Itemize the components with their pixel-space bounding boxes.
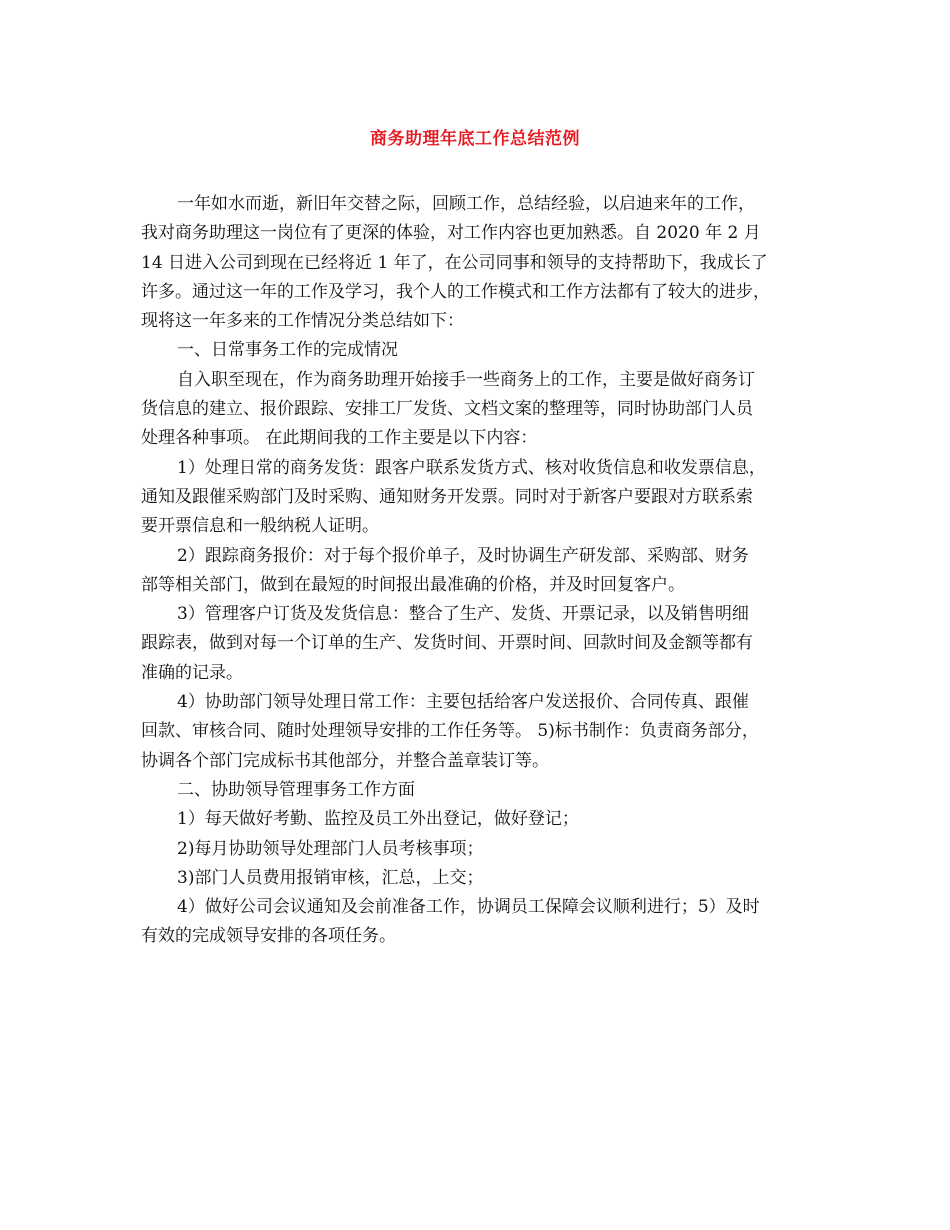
- document-body: [141, 190, 821, 952]
- text-line: 通知及跟催采购部门及时采购、通知财务开发票。同时对于新客户要跟对方联系索: [141, 486, 753, 507]
- text-line: 14 日进入公司到现在已经将近 1 年了，在公司同事和领导的支持帮助下，我成长了: [141, 252, 768, 273]
- text-line: 处理各种事项。 在此期间我的工作主要是以下内容：: [141, 428, 538, 449]
- text-line: 2）跟踪商务报价：对于每个报价单子，及时协调生产研发部、采购部、财务: [177, 545, 749, 566]
- text-line: 3）管理客户订货及发货信息：整合了生产、发货、开票记录，以及销售明细: [177, 604, 749, 625]
- text-line: 一年如水而逝，新旧年交替之际，回顾工作，总结经验，以启迪来年的工作，: [177, 194, 755, 214]
- text-line: 要开票信息和一般纳税人证明。: [141, 516, 379, 537]
- text-line: 有效的完成领导安排的各项任务。: [141, 926, 396, 947]
- text-line: 跟踪表，做到对每一个订单的生产、发货时间、开票时间、回款时间及金额等都有: [141, 633, 753, 654]
- text-line: 回款、审核合同、随时处理领导安排的工作任务等。 5)标书制作：负责商务部分，: [141, 721, 759, 742]
- text-line: 准确的记录。: [141, 662, 243, 683]
- text-line: 协调各个部门完成标书其他部分，并整合盖章装订等。: [141, 750, 549, 771]
- text-line: 自入职至现在，作为商务助理开始接手一些商务上的工作，主要是做好商务订: [177, 369, 755, 390]
- text-line: 一、日常事务工作的完成情况: [177, 340, 398, 361]
- text-line: 部等相关部门，做到在最短的时间报出最准确的价格，并及时回复客户。: [141, 574, 685, 595]
- text-line: 2)每月协助领导处理部门人员考核事项；: [177, 838, 484, 859]
- text-line: 许多。通过这一年的工作及学习，我个人的工作模式和工作方法都有了较大的进步，: [141, 281, 770, 302]
- text-line: 3)部门人员费用报销审核，汇总，上交；: [177, 867, 484, 888]
- document-title: 商务助理年底工作总结范例: [370, 129, 580, 149]
- text-line: 4）协助部门领导处理日常工作：主要包括给客户发送报价、合同传真、跟催: [177, 692, 749, 713]
- text-line: 4）做好公司会议通知及会前准备工作，协调员工保障会议顺利进行；5）及时: [177, 897, 760, 918]
- text-line: 我对商务助理这一岗位有了更深的体验，对工作内容也更加熟悉。自 2020 年 2 月: [141, 223, 761, 244]
- text-line: 二、协助领导管理事务工作方面: [177, 779, 415, 800]
- text-line: 1）处理日常的商务发货：跟客户联系发货方式、核对收货信息和收发票信息，: [177, 457, 766, 478]
- text-line: 现将这一年多来的工作情况分类总结如下：: [141, 311, 464, 332]
- text-line: 1）每天做好考勤、监控及员工外出登记，做好登记；: [177, 809, 579, 830]
- text-line: 货信息的建立、报价跟踪、安排工厂发货、文档文案的整理等，同时协助部门人员: [141, 399, 753, 420]
